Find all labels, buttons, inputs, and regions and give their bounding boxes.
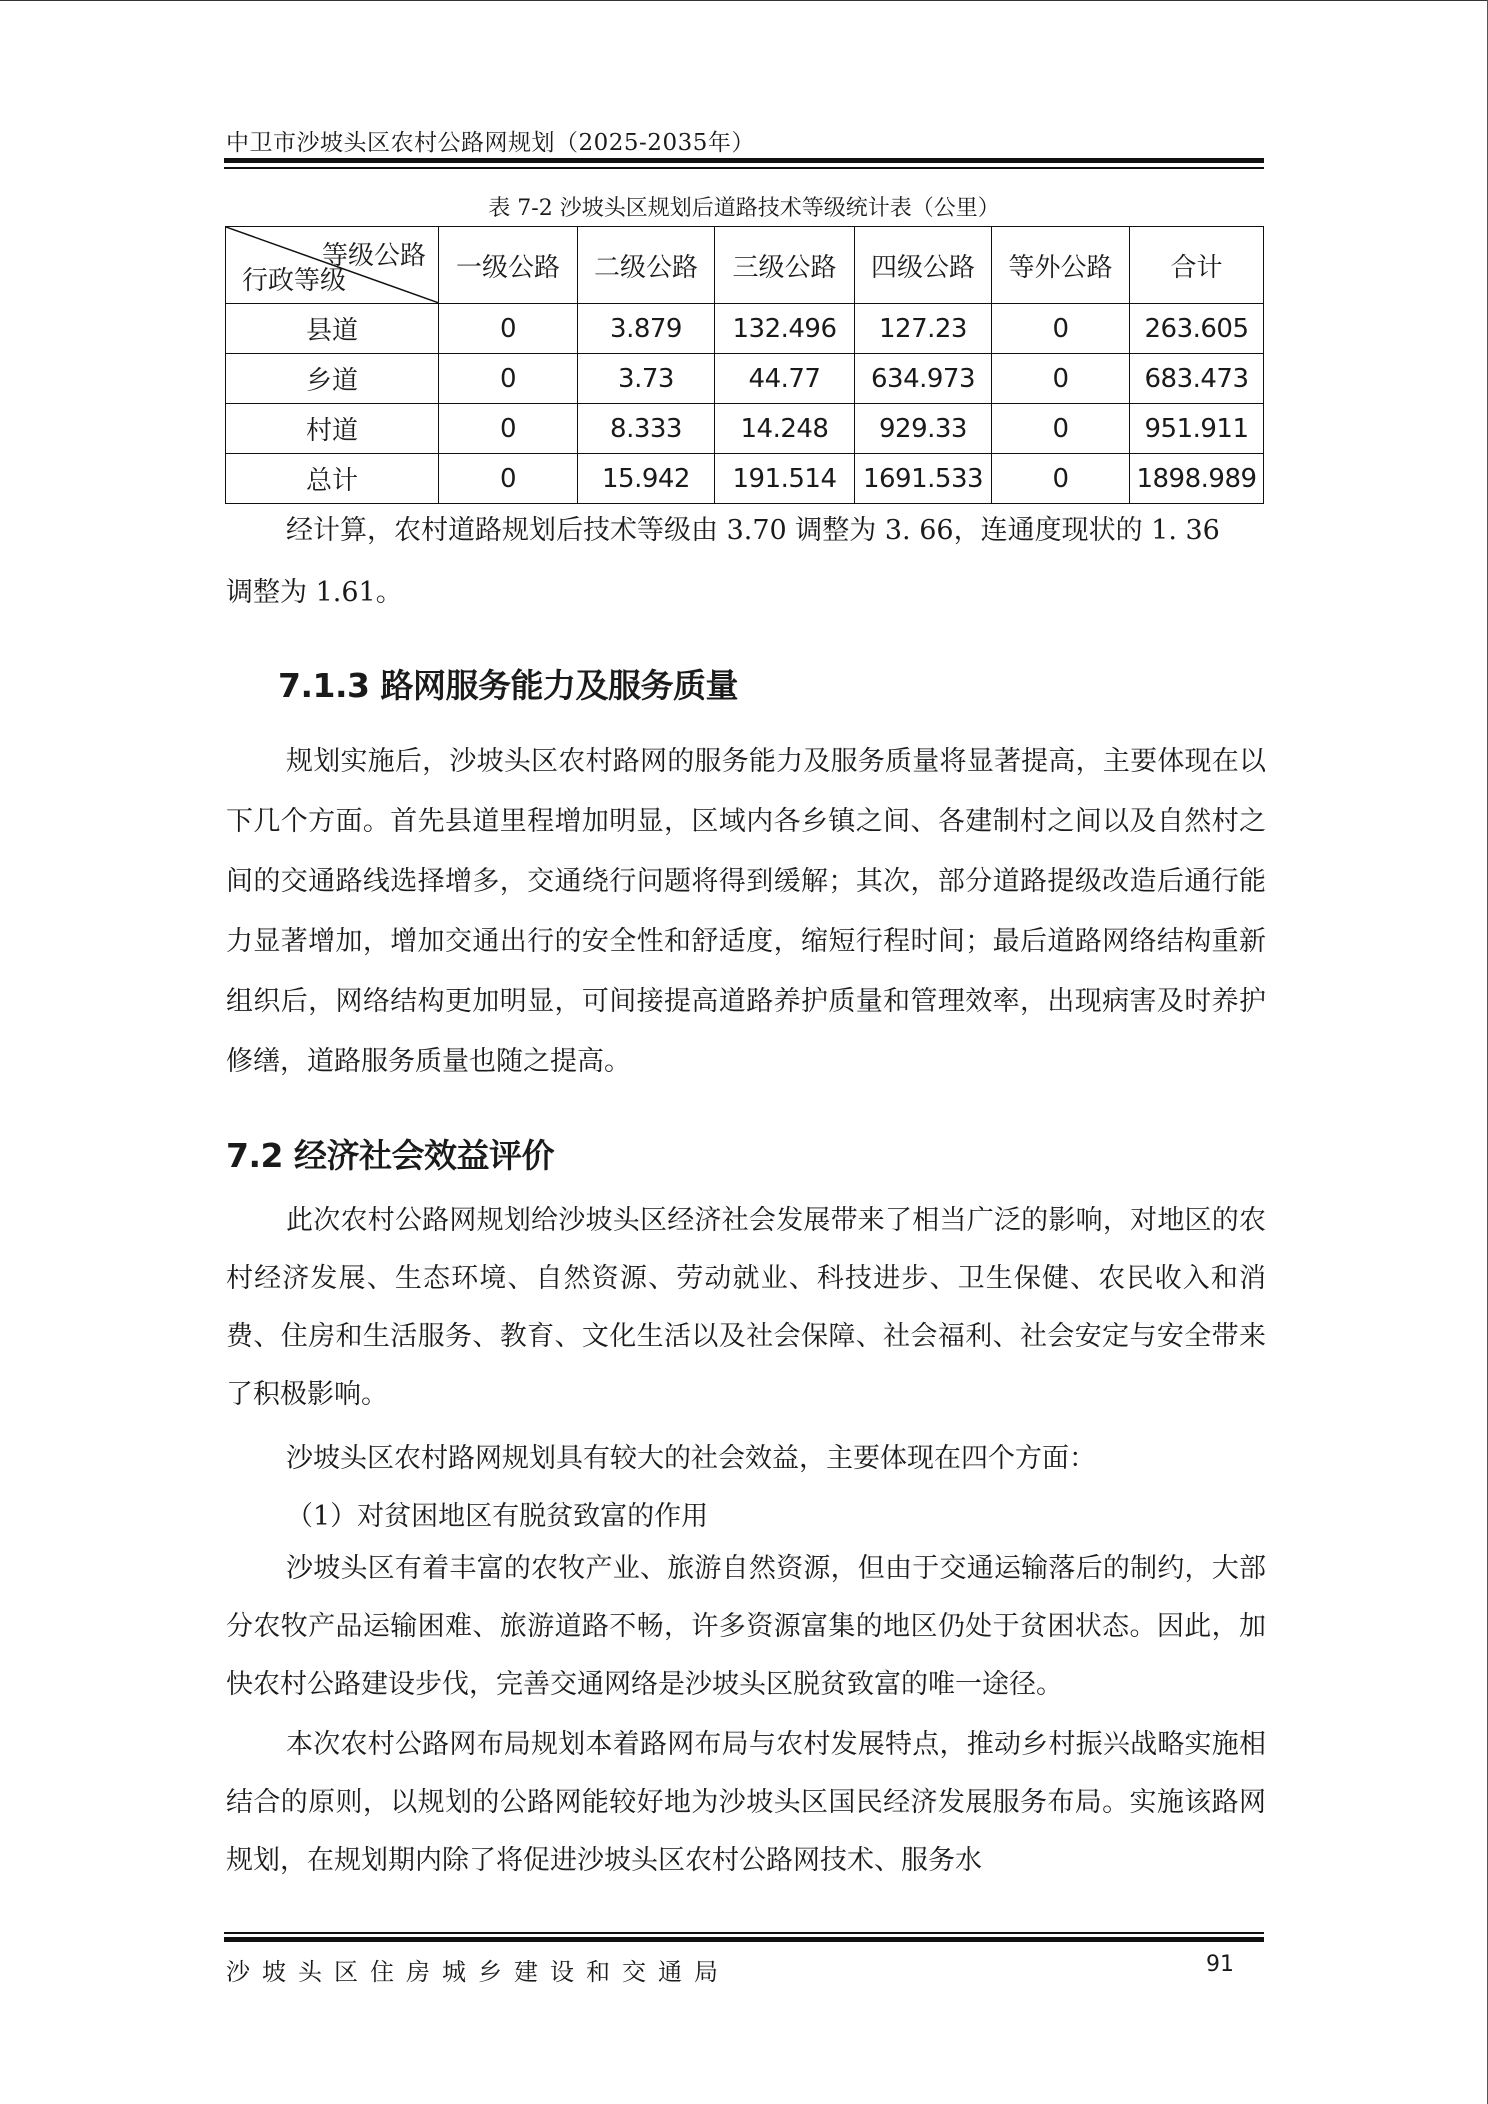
table-row bbox=[226, 404, 1264, 454]
section-heading-7-1-3: 7.1.3 路网服务能力及服务质量 bbox=[278, 666, 738, 705]
table-cell: 0 bbox=[992, 404, 1130, 454]
table-cell: 1898.989 bbox=[1130, 454, 1264, 504]
table-corner-cell bbox=[226, 227, 439, 304]
table-cell: 951.911 bbox=[1130, 404, 1264, 454]
header-rule-thin bbox=[224, 167, 1264, 169]
table-row bbox=[226, 304, 1264, 354]
corner-label-grade: 等级公路 bbox=[321, 241, 426, 271]
table-cell: 14.248 bbox=[715, 404, 855, 454]
table-cell: 8.333 bbox=[578, 404, 715, 454]
table-cell: 683.473 bbox=[1130, 354, 1264, 404]
calc-result-line-2: 调整为 1.61。 bbox=[226, 577, 403, 608]
table-cell: 263.605 bbox=[1130, 304, 1264, 354]
table-cell: 3.879 bbox=[578, 304, 715, 354]
footer-organization: 沙坡头区住房城乡建设和交通局 bbox=[226, 1958, 730, 1986]
table-cell: 0 bbox=[992, 354, 1130, 404]
table-cell: 191.514 bbox=[715, 454, 855, 504]
section-7-2-para-3: 沙坡头区有着丰富的农牧产业、旅游自然资源，但由于交通运输落后的制约，大部分农牧产品运输困难、旅游道路不畅，许多资源富集的地区仍处于贫困状态。因此，加快农村公路建设步伐，完善交通网络是沙坡头区脱贫致富的唯一途径。 bbox=[226, 1553, 1266, 1700]
section-7-2-para-4: 本次农村公路网布局规划本着路网布局与农村发展特点，推动乡村振兴战略实施相结合的原则，以规划的公路网能较好地为沙坡头区国民经济发展服务布局。实施该路网规划，在规划期内除了将促进沙坡头区农村公路网技术、服务水 bbox=[226, 1729, 1266, 1876]
table-total-row bbox=[226, 454, 1264, 504]
table-cell: 44.77 bbox=[715, 354, 855, 404]
row-label: 乡道 bbox=[226, 354, 439, 404]
footer-rule-thin bbox=[224, 1932, 1264, 1934]
table-cell: 634.973 bbox=[855, 354, 992, 404]
table-cell: 0 bbox=[439, 404, 578, 454]
table-cell: 0 bbox=[439, 454, 578, 504]
section-7-2-para-1: 此次农村公路网规划给沙坡头区经济社会发展带来了相当广泛的影响，对地区的农村经济发展、生态环境、自然资源、劳动就业、科技进步、卫生保健、农民收入和消费、住房和生活服务、教育、文化生活以及社会保障、社会福利、社会安定与安全带来了积极影响。 bbox=[226, 1205, 1266, 1410]
table-cell: 929.33 bbox=[855, 404, 992, 454]
page-number: 91 bbox=[1206, 1952, 1234, 1977]
table-cell: 3.73 bbox=[578, 354, 715, 404]
table-cell: 0 bbox=[992, 454, 1130, 504]
table-cell: 0 bbox=[439, 354, 578, 404]
column-header: 合计 bbox=[1130, 227, 1264, 304]
row-label: 村道 bbox=[226, 404, 439, 454]
table-cell: 0 bbox=[439, 304, 578, 354]
table-cell: 15.942 bbox=[578, 454, 715, 504]
column-header: 四级公路 bbox=[855, 227, 992, 304]
table-caption: 表 7-2 沙坡头区规划后道路技术等级统计表（公里） bbox=[488, 196, 1000, 221]
table-cell: 0 bbox=[992, 304, 1130, 354]
footer-rule-thick bbox=[224, 1937, 1264, 1942]
section-7-2-para-2: 沙坡头区农村路网规划具有较大的社会效益，主要体现在四个方面： bbox=[286, 1443, 1096, 1474]
page-top-border bbox=[0, 0, 1488, 1]
header-rule-thick bbox=[224, 158, 1264, 163]
section-heading-7-2: 7.2 经济社会效益评价 bbox=[226, 1136, 554, 1175]
column-header: 二级公路 bbox=[578, 227, 715, 304]
road-grade-statistics-table bbox=[225, 226, 1264, 504]
row-label: 县道 bbox=[226, 304, 439, 354]
column-header: 等外公路 bbox=[992, 227, 1130, 304]
table-header-row bbox=[226, 227, 1264, 304]
table-cell: 127.23 bbox=[855, 304, 992, 354]
corner-label-admin: 行政等级 bbox=[242, 266, 347, 296]
table-cell: 1691.533 bbox=[855, 454, 992, 504]
header-title: 中卫市沙坡头区农村公路网规划（2025-2035年） bbox=[226, 130, 755, 156]
column-header: 一级公路 bbox=[439, 227, 578, 304]
calc-result-line-1: 经计算，农村道路规划后技术等级由 3.70 调整为 3. 66，连通度现状的 1. 36 bbox=[286, 515, 1220, 546]
table-cell: 132.496 bbox=[715, 304, 855, 354]
list-item-1-heading: （1）对贫困地区有脱贫致富的作用 bbox=[286, 1501, 709, 1532]
column-header: 三级公路 bbox=[715, 227, 855, 304]
row-label: 总计 bbox=[226, 454, 439, 504]
section-7-1-3-body: 规划实施后，沙坡头区农村路网的服务能力及服务质量将显著提高，主要体现在以下几个方面。首先县道里程增加明显，区域内各乡镇之间、各建制村之间以及自然村之间的交通路线选择增多，交通绕行问题将得到缓解；其次，部分道路提级改造后通行能力显著增加，增加交通出行的安全性和舒适度，缩短行程时间；最后道路网络结构重新组织后，网络结构更加明显，可间接提高道路养护质量和管理效率，出现病害及时养护修缮，道路服务质量也随之提高。 bbox=[226, 746, 1266, 1077]
table-row bbox=[226, 354, 1264, 404]
